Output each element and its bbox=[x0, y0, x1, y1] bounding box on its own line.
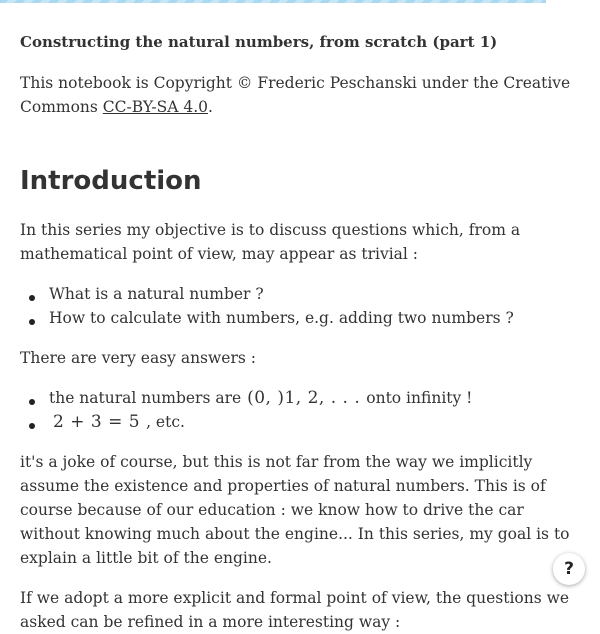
notebook-title: Constructing the natural numbers, from scratch (part 1) bbox=[20, 33, 498, 51]
question-mark-icon: ? bbox=[564, 559, 574, 579]
copyright-notice bbox=[20, 71, 580, 119]
math-formula: 2 + 3 = 5 bbox=[53, 412, 141, 432]
questions-list bbox=[20, 282, 580, 330]
list-item bbox=[49, 386, 580, 410]
intro-paragraph: In this series my objective is to discuss questions which, from a mathematical point of view, may appear as trivial : bbox=[20, 221, 521, 263]
answers-intro-paragraph: There are very easy answers : bbox=[20, 349, 256, 367]
math-formula: (0, )1, 2, . . . bbox=[247, 388, 361, 408]
license-link[interactable]: CC-BY-SA 4.0 bbox=[102, 98, 209, 116]
section-heading-introduction: Introduction bbox=[20, 166, 202, 196]
reading-progress-bar bbox=[0, 0, 600, 4]
notebook-content bbox=[20, 31, 580, 634]
answer-text: the natural numbers are bbox=[49, 389, 242, 407]
copyright-suffix: . bbox=[208, 98, 213, 116]
list-item: What is a natural number ? bbox=[49, 282, 580, 306]
answer-suffix: , etc. bbox=[146, 413, 185, 431]
answer-suffix: onto infinity ! bbox=[366, 389, 473, 407]
list-item bbox=[49, 410, 580, 434]
formal-paragraph: If we adopt a more explicit and formal point of view, the questions we asked can be refined in a more interesting way : bbox=[20, 589, 570, 631]
help-button[interactable] bbox=[553, 553, 585, 585]
answers-list bbox=[20, 386, 580, 434]
reading-progress-fill bbox=[0, 0, 546, 3]
copyright-text: This notebook is Copyright © Frederic Peschanski under the Creative Commons bbox=[20, 74, 571, 116]
list-item: How to calculate with numbers, e.g. adding two numbers ? bbox=[49, 306, 580, 330]
joke-paragraph: it's a joke of course, but this is not far from the way we implicitly assume the existence and properties of natural numbers. This is of course because of our education : we know how to drive the car without knowing much about the engine... In this series, my goal is to explain a little bit of the engine. bbox=[20, 453, 570, 567]
